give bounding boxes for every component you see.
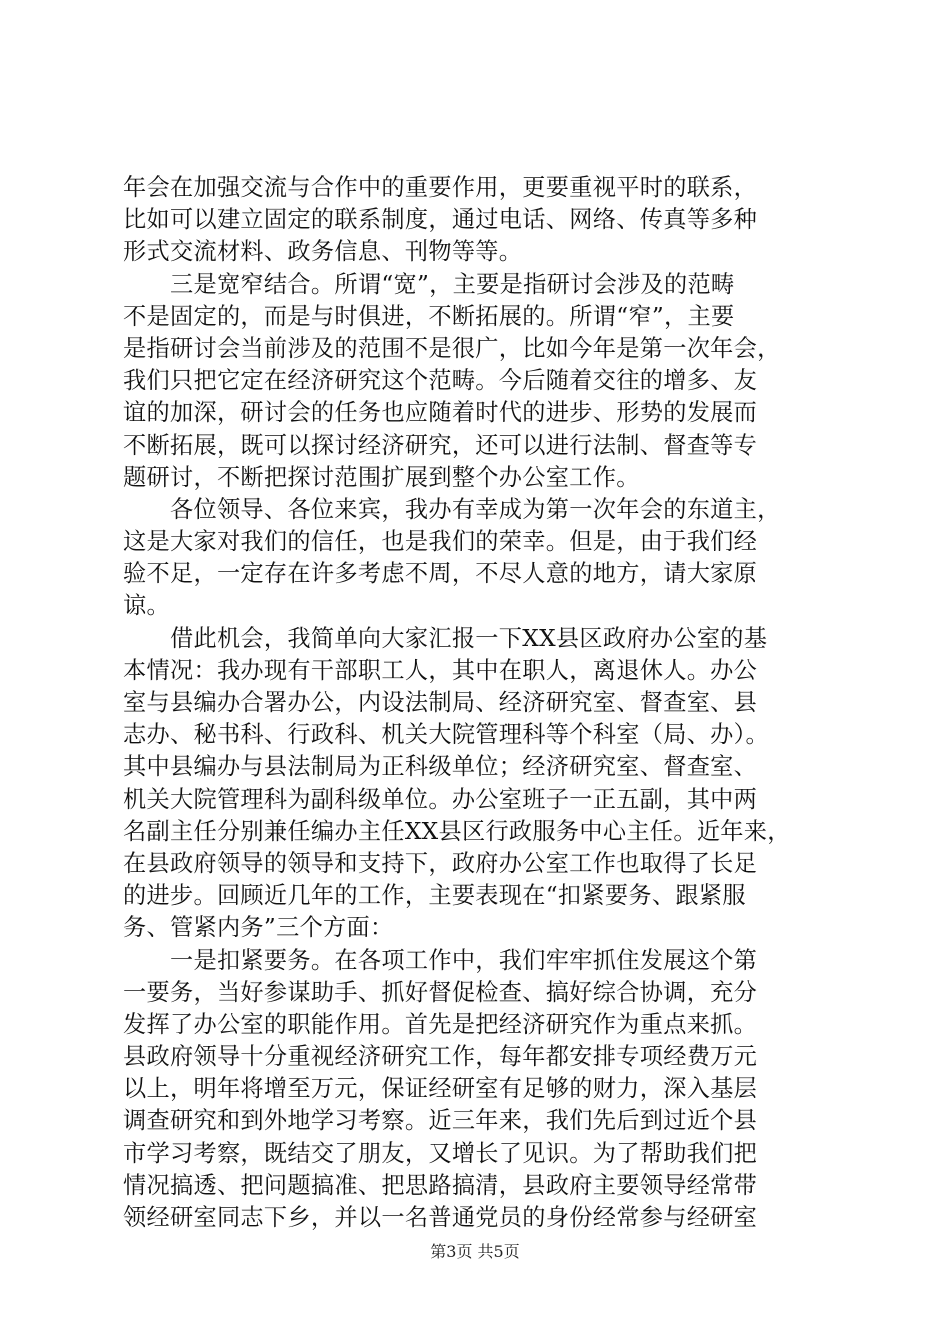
text-line: 机关大院管理科为副科级单位。办公室班子一正五副，其中两 (123, 785, 758, 813)
text-line: 借此机会，我简单向大家汇报一下XX县区政府办公室的基 (123, 624, 768, 652)
text-line: 不是固定的，而是与时俱进，不断拓展的。所谓“窄”，主要 (123, 302, 735, 330)
text-line: 谅。 (123, 592, 170, 620)
text-line: 我们只把它定在经济研究这个范畴。今后随着交往的增多、友 (123, 367, 758, 395)
text-line: 务、管紧内务”三个方面： (123, 914, 394, 942)
text-line: 验不足，一定存在许多考虑不周，不尽人意的地方，请大家原 (123, 560, 758, 588)
text-line: 在县政府领导的领导和支持下，政府办公室工作也取得了长足 (123, 849, 758, 877)
text-line: 一是扣紧要务。在各项工作中，我们牢牢抓住发展这个第 (123, 946, 758, 974)
text-line: 室与县编办合署办公，内设法制局、经济研究室、督查室、县 (123, 689, 758, 716)
text-line: 志办、秘书科、行政科、机关大院管理科等个科室（局、办）。 (123, 721, 770, 749)
text-line: 以上，明年将增至万元，保证经研室有足够的财力，深入基层 (123, 1075, 758, 1103)
text-line: 三是宽窄结合。所谓“宽”，主要是指研讨会涉及的范畴 (123, 270, 735, 298)
text-line: 的进步。回顾近几年的工作，主要表现在“扣紧要务、跟紧服 (123, 882, 746, 910)
text-line: 本情况：我办现有干部职工人，其中在职人，离退休人。办公 (123, 656, 758, 684)
text-line: 名副主任分别兼任编办主任XX县区行政服务中心主任。近年来， (123, 817, 791, 845)
text-line: 谊的加深，研讨会的任务也应随着时代的进步、形势的发展而 (123, 399, 758, 427)
text-line: 题研讨，不断把探讨范围扩展到整个办公室工作。 (123, 463, 640, 491)
text-line: 年会在加强交流与合作中的重要作用，更要重视平时的联系， (123, 174, 758, 201)
text-line: 领经研室同志下乡，并以一名普通党员的身份经常参与经研室 (123, 1204, 758, 1231)
text-line: 县政府领导十分重视经济研究工作，每年都安排专项经费万元 (123, 1043, 758, 1071)
text-line: 不断拓展，既可以探讨经济研究，还可以进行法制、督查等专 (123, 431, 758, 459)
body-text (123, 172, 835, 1234)
text-line: 情况搞透、把问题搞准、把思路搞清，县政府主要领导经常带 (123, 1171, 758, 1199)
text-line: 形式交流材料、政务信息、刊物等等。 (123, 238, 523, 266)
text-line: 比如可以建立固定的联系制度，通过电话、网络、传真等多种 (123, 206, 758, 234)
text-line: 发挥了办公室的职能作用。首先是把经济研究作为重点来抓。 (123, 1010, 758, 1038)
text-line: 市学习考察，既结交了朋友，又增长了见识。为了帮助我们把 (123, 1139, 758, 1167)
text-line: 各位领导、各位来宾，我办有幸成为第一次年会的东道主， (123, 495, 781, 523)
text-line: 调查研究和到外地学习考察。近三年来，我们先后到过近个县 (123, 1107, 758, 1135)
text-line: 是指研讨会当前涉及的范围不是很广，比如今年是第一次年会， (123, 334, 781, 362)
text-line: 这是大家对我们的信任，也是我们的荣幸。但是，由于我们经 (123, 528, 758, 556)
page-footer: 第3页 共5页 (430, 1242, 520, 1261)
text-line: 一要务，当好参谋助手、抓好督促检查、搞好综合协调，充分 (123, 978, 758, 1006)
text-line: 其中县编办与县法制局为正科级单位；经济研究室、督查室、 (123, 753, 758, 781)
